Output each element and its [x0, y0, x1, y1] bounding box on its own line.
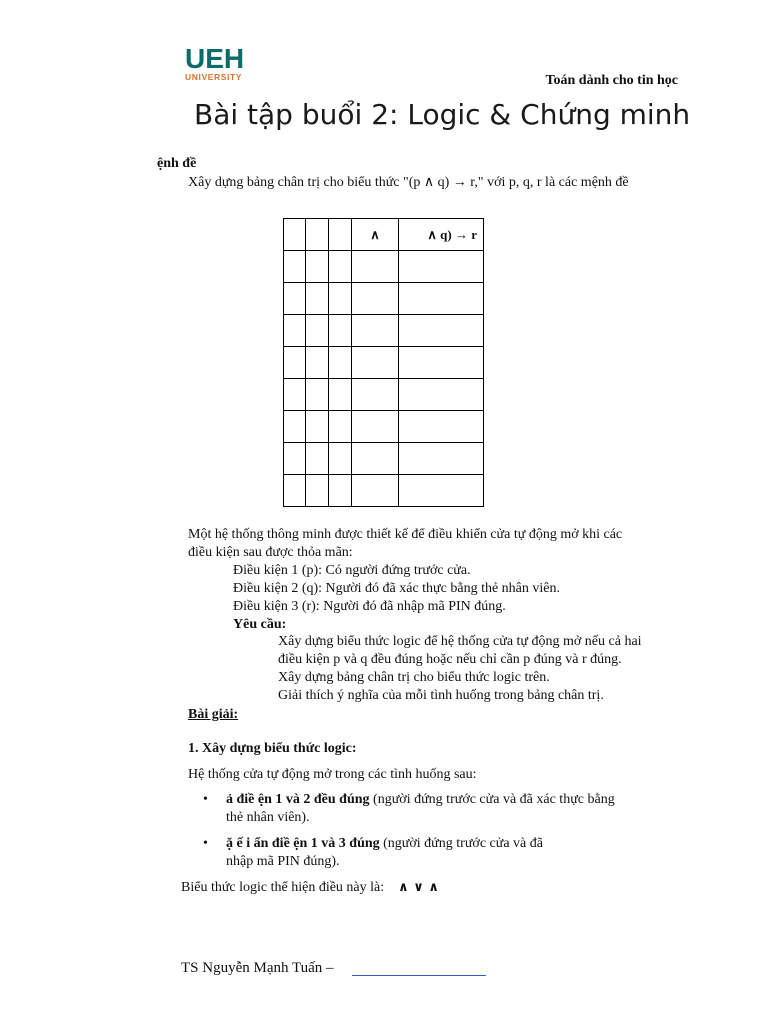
solution-heading-1: 1. Xây dựng biểu thức logic: [188, 741, 357, 756]
table-row [284, 443, 484, 475]
condition-3: Điều kiện 3 (r): Người đó đã nhập mã PIN đúng. [233, 599, 506, 614]
bullet-2-bold: ặ ế i ẩn điề ện 1 và 3 đúng [226, 836, 380, 851]
condition-2: Điều kiện 2 (q): Người đó đã xác thực bằng thẻ nhân viên. [233, 581, 560, 596]
logic-expression-symbols: ∧ ∨ ∧ [398, 880, 439, 895]
requirements-label: Yêu cầu: [233, 617, 287, 632]
ueh-logo [185, 43, 245, 82]
table-row [284, 475, 484, 507]
logo-main-text: UEH [185, 43, 245, 74]
condition-1: Điều kiện 1 (p): Có người đứng trước cửa. [233, 563, 471, 578]
table-row [284, 315, 484, 347]
bullet-2-line2: nhập mã PIN đúng). [226, 854, 340, 869]
bullet-2-marker: • [203, 836, 208, 851]
bullet-1-line2: thẻ nhân viên). [226, 810, 310, 825]
logic-expression-text: Biểu thức logic thể hiện điều này là: [181, 880, 385, 895]
table-row [284, 379, 484, 411]
logic-expression-line [181, 880, 439, 896]
header-cell-implication: ∧ q) → r [399, 219, 484, 251]
header-cell-q [306, 219, 329, 251]
problem-intro-line1: Một hệ thống thông minh được thiết kế để điều khiển cửa tự động mở khi các [188, 527, 623, 542]
table-row [284, 251, 484, 283]
table-row [284, 347, 484, 379]
signature-line [352, 975, 486, 976]
exercise-text: Xây dựng bảng chân trị cho biểu thức "(p ∧ q) → r," với p, q, r là các mệnh đề [188, 175, 629, 190]
table-row [284, 411, 484, 443]
problem-intro-line2: điều kiện sau được thỏa mãn: [188, 545, 353, 560]
truth-table-header-row [284, 219, 484, 251]
bullet-1-line1 [226, 792, 615, 808]
requirement-1-line1: Xây dựng biểu thức logic để hệ thống cửa tự động mở nếu cả hai [278, 634, 642, 649]
bullet-2-line1 [226, 836, 543, 852]
bullet-2-rest: (người đứng trước cửa và đã [379, 836, 543, 851]
solution-paragraph: Hệ thống cửa tự động mở trong các tình huống sau: [188, 767, 477, 782]
logo-sub-text: UNIVERSITY [185, 72, 243, 82]
solution-label: Bài giải: [188, 707, 239, 722]
header-cell-p [284, 219, 306, 251]
header-cell-p-and-q: ∧ [352, 219, 399, 251]
section-heading: ệnh đề [157, 156, 197, 171]
bullet-1-rest: (người đứng trước cửa và đã xác thực bằng [369, 792, 615, 807]
bullet-1-bold: ả điề ện 1 và 2 đều đúng [226, 792, 370, 807]
bullet-1-marker: • [203, 792, 208, 807]
requirement-1-line2: điều kiện p và q đều đúng hoặc nếu chỉ cần p đúng và r đúng. [278, 652, 622, 667]
course-name: Toán dành cho tin học [545, 73, 678, 88]
footer-author: TS Nguyễn Mạnh Tuấn – [181, 960, 334, 976]
page-title: Bài tập buổi 2: Logic & Chứng minh [194, 98, 691, 131]
table-row [284, 283, 484, 315]
requirement-2: Xây dựng bảng chân trị cho biểu thức logic trên. [278, 670, 550, 685]
header-cell-r [329, 219, 352, 251]
truth-table [283, 218, 484, 507]
requirement-3: Giải thích ý nghĩa của mỗi tình huống trong bảng chân trị. [278, 688, 604, 703]
